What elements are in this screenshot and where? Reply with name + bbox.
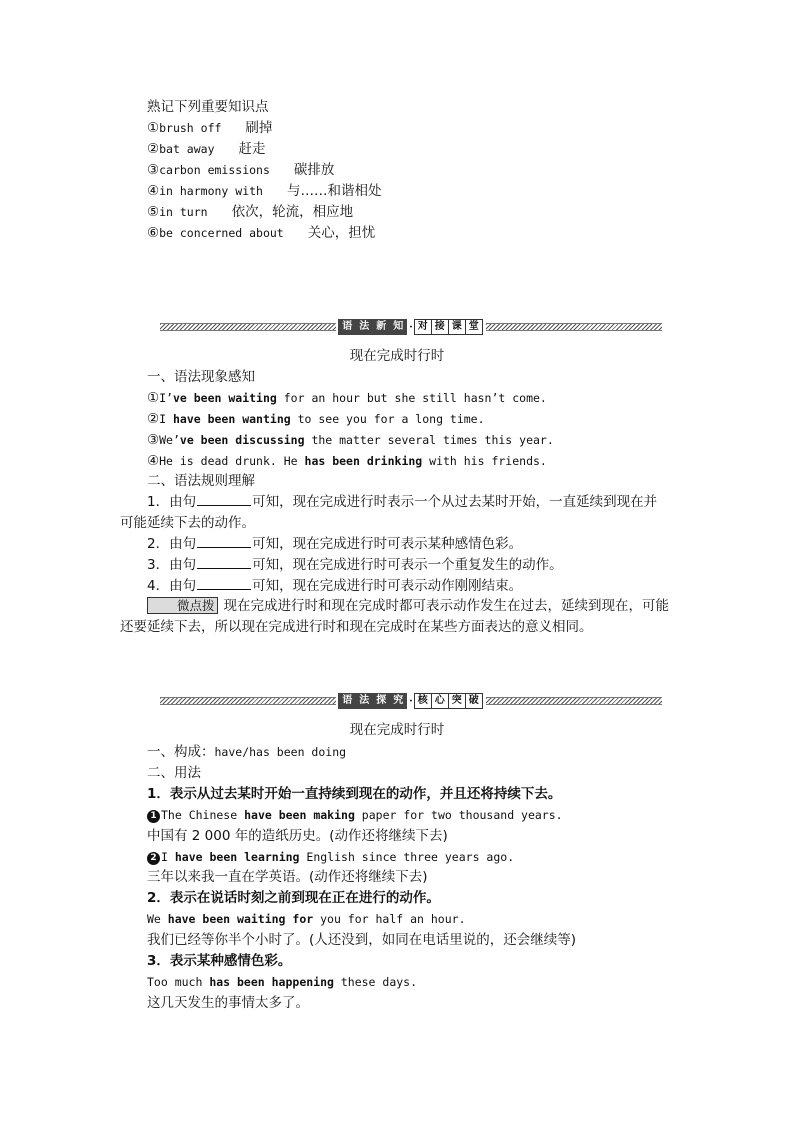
example-bold: has been happening — [209, 975, 334, 989]
tip-label: 微点拨 — [147, 597, 218, 614]
rule-number: 1．由句 — [147, 494, 197, 510]
example-bold: ve been waiting — [172, 391, 277, 405]
vocab-english: in harmony with — [159, 184, 263, 198]
banner-char: 法 — [355, 319, 373, 335]
rule-text: 可知，现在完成进行时表示一个从过去某时开始，一直延续到现在并 — [252, 494, 658, 510]
example-bold: have been learning — [174, 850, 300, 864]
example-translation: 三年以来我一直在学英语。(动作还将继续下去) — [147, 869, 428, 885]
usage-heading: 二、用法 — [147, 765, 201, 781]
example-post: for an hour but she still hasn’t come. — [276, 391, 547, 405]
form-value: have/has been doing — [214, 745, 347, 759]
rule-text: 可知，现在完成进行时可表示某种感情色彩。 — [252, 536, 523, 552]
banner-dot: · — [409, 695, 413, 707]
part1-heading: 一、语法现象感知 — [147, 369, 255, 385]
form-label: 一、构成： — [147, 744, 215, 760]
rule-blank — [197, 492, 251, 506]
banner-text — [339, 693, 482, 709]
rule-item — [147, 576, 522, 596]
example-pre: I’ — [159, 391, 173, 405]
rule-blank — [197, 576, 251, 590]
rule-text: 可知，现在完成进行时可表示动作刚刚结束。 — [252, 578, 523, 594]
vocab-chinese: 依次，轮流，相应地 — [231, 204, 354, 220]
section-banner-core-breakthrough — [160, 694, 662, 708]
banner-char: 突 — [448, 693, 466, 709]
vocab-mark: ④ — [147, 183, 160, 199]
example-post: with his friends. — [422, 454, 547, 468]
example-mark: ③ — [147, 432, 160, 448]
banner-dot: · — [409, 321, 413, 333]
vocab-chinese: 碳排放 — [293, 162, 335, 178]
example-line — [147, 972, 417, 992]
rule-number: 3．由句 — [147, 557, 197, 573]
usage-1: 1．表示从过去某时开始一直持续到现在的动作，并且还将持续下去。 — [147, 786, 562, 802]
rule-blank — [197, 534, 251, 548]
vocab-mark: ① — [147, 120, 160, 136]
example-bold: ve been discussing — [179, 433, 305, 447]
banner-text — [339, 319, 482, 335]
example-pre: We’ — [159, 433, 180, 447]
banner-hatch-right — [486, 323, 662, 331]
rule-item — [147, 492, 657, 512]
banner-char: 法 — [355, 693, 373, 709]
example-mark: ② — [147, 411, 160, 427]
tip-paragraph — [120, 596, 676, 638]
example-line — [147, 805, 563, 825]
vocab-english: be concerned about — [159, 226, 284, 240]
banner-char: 课 — [448, 319, 466, 335]
example-post: these days. — [333, 975, 418, 989]
part2-heading: 二、语法规则理解 — [147, 473, 255, 489]
vocab-english: in turn — [159, 205, 208, 219]
example-pre: I — [159, 412, 173, 426]
banner-hatch-left — [160, 323, 336, 331]
example-line — [147, 847, 514, 867]
example-post: to see you for a long time. — [290, 412, 485, 426]
example-translation: 这几天发生的事情太多了。 — [147, 995, 309, 1011]
example-number-icon: 2 — [147, 852, 160, 865]
example-post: you for half an hour. — [313, 912, 466, 926]
vocab-item — [147, 160, 334, 180]
example-pre: He is dead drunk. He — [159, 454, 305, 468]
vocab-chinese: 关心，担忧 — [307, 225, 376, 241]
example-pre: Too much — [147, 975, 210, 989]
vocab-item — [147, 118, 272, 138]
banner-char: 接 — [431, 319, 449, 335]
banner-char: 新 — [372, 319, 390, 335]
example-bold: has been drinking — [304, 454, 423, 468]
section-banner-new-knowledge — [160, 320, 662, 334]
example-post: English since three years ago. — [299, 850, 515, 864]
example-pre: I — [161, 850, 175, 864]
rule-item — [147, 555, 563, 575]
banner-char: 语 — [338, 693, 356, 709]
example-bold: have been waiting for — [167, 912, 314, 926]
banner-char: 对 — [414, 319, 432, 335]
rule-continuation: 可能延续下去的动作。 — [120, 515, 255, 531]
vocab-english: brush off — [159, 121, 222, 135]
vocab-chinese: 刷掉 — [245, 120, 273, 136]
vocab-item — [147, 223, 375, 243]
example-bold: have been making — [244, 808, 355, 822]
banner-char: 破 — [465, 693, 483, 709]
vocab-item — [147, 181, 381, 201]
example-pre: We — [147, 912, 168, 926]
banner-char: 心 — [431, 693, 449, 709]
banner-hatch-right — [486, 697, 662, 705]
example-pre: The Chinese — [161, 808, 245, 822]
example-post: the matter several times this year. — [304, 433, 554, 447]
banner-hatch-left — [160, 697, 336, 705]
vocab-chinese: 赶走 — [238, 141, 266, 157]
example-line — [147, 909, 466, 929]
vocab-item — [147, 202, 353, 222]
vocab-english: bat away — [159, 142, 215, 156]
vocab-mark: ② — [147, 141, 160, 157]
banner-char: 究 — [389, 693, 407, 709]
vocab-chinese: 与……和谐相处 — [286, 183, 382, 199]
rule-number: 2．由句 — [147, 536, 197, 552]
rule-item — [147, 534, 522, 554]
example-sentence — [147, 451, 547, 471]
rule-number: 4．由句 — [147, 578, 197, 594]
banner-char: 知 — [389, 319, 407, 335]
rule-blank — [197, 555, 251, 569]
example-mark: ① — [147, 390, 160, 406]
example-sentence — [147, 388, 547, 408]
example-translation: 我们已经等你半个小时了。(人还没到，如同在电话里说的，还会继续等) — [147, 932, 577, 948]
banner-char: 堂 — [465, 319, 483, 335]
rule-text: 可知，现在完成进行时可表示一个重复发生的动作。 — [252, 557, 563, 573]
banner-char: 语 — [338, 319, 356, 335]
form-line — [147, 742, 346, 762]
section1-title: 现在完成时行时 — [349, 348, 445, 364]
example-sentence — [147, 430, 554, 450]
example-sentence — [147, 409, 485, 429]
tip-text: 现在完成进行时和现在完成时都可表示动作发生在过去，延续到现在，可能还要延续下去，所以现在完成进行时和现在完成时在某些方面表达的意义相同。 — [120, 598, 670, 635]
vocab-heading: 熟记下列重要知识点 — [147, 99, 269, 115]
vocab-mark: ③ — [147, 162, 160, 178]
banner-char: 探 — [372, 693, 390, 709]
example-number-icon: 1 — [147, 810, 160, 823]
section2-title: 现在完成时行时 — [349, 722, 445, 738]
example-bold: have been wanting — [172, 412, 291, 426]
usage-3: 3．表示某种感情色彩。 — [147, 953, 292, 969]
usage-2: 2．表示在说话时刻之前到现在正在进行的动作。 — [147, 890, 440, 906]
example-translation: 中国有 2 000 年的造纸历史。(动作还将继续下去) — [147, 828, 448, 844]
vocab-mark: ⑤ — [147, 204, 160, 220]
example-mark: ④ — [147, 453, 160, 469]
banner-char: 核 — [414, 693, 432, 709]
example-post: paper for two thousand years. — [354, 808, 563, 822]
vocab-item — [147, 139, 266, 159]
vocab-english: carbon emissions — [159, 163, 270, 177]
vocab-mark: ⑥ — [147, 225, 160, 241]
